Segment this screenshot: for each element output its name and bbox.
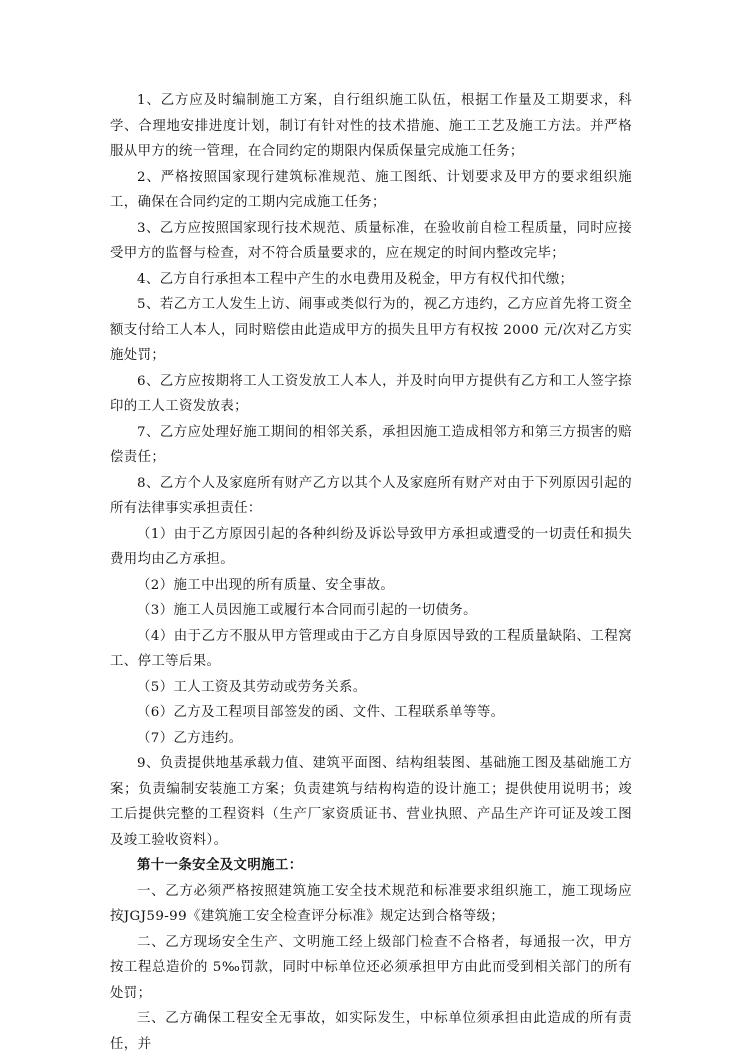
- liability-item-4: （4）由于乙方不服从甲方管理或由于乙方自身原因导致的工程质量缺陷、工程窝工、停工等后果。: [110, 628, 632, 669]
- liability-item-7: （7）乙方违约。: [137, 730, 243, 746]
- clause-5: 5、若乙方工人发生上访、闹事或类似行为的，视乙方违约，乙方应首先将工资全额支付给工人本人，同时赔偿由此造成甲方的损失且甲方有权按 2000 元/次对乙方实施处罚；: [110, 297, 632, 363]
- safety-item-3: 三、乙方确保工程安全无事故，如实际发生，中标单位须承担由此造成的所有责任，并: [110, 1011, 632, 1052]
- document-body: [110, 88, 632, 1052]
- clause-1: 1、乙方应及时编制施工方案，自行组织施工队伍，根据工作量及工期要求，科学、合理地安排进度计划，制订有针对性的技术措施、施工工艺及施工方法。并严格服从甲方的统一管理，在合同约定的期限内保质保量完成施工任务；: [110, 93, 632, 159]
- clause-4: 4、乙方自行承担本工程中产生的水电费用及税金，甲方有权代扣代缴；: [137, 271, 574, 287]
- clause-2: 2、严格按照国家现行建筑标准规范、施工图纸、计划要求及甲方的要求组织施工，确保在合同约定的工期内完成施工任务；: [110, 169, 632, 210]
- clause-9: 9、负责提供地基承载力值、建筑平面图、结构组装图、基础施工图及基础施工方案；负责编制安装施工方案；负责建筑与结构构造的设计施工；提供使用说明书；竣工后提供完整的工程资料（生产厂家资质证书、营业执照、产品生产许可证及竣工图及竣工验收资料）。: [110, 756, 632, 848]
- liability-item-1: （1）由于乙方原因引起的各种纠纷及诉讼导致甲方承担或遭受的一切责任和损失费用均由乙方承担。: [110, 526, 632, 567]
- clause-3: 3、乙方应按照国家现行技术规范、质量标准，在验收前自检工程质量，同时应接受甲方的监督与检查，对不符合质量要求的，应在规定的时间内整改完毕；: [110, 220, 632, 261]
- safety-item-2: 二、乙方现场安全生产、文明施工经上级部门检查不合格者，每通报一次，甲方按工程总造价的 5‰罚款，同时中标单位还必须承担甲方由此而受到相关部门的所有处罚；: [110, 934, 632, 1001]
- liability-item-6: （6）乙方及工程项目部签发的函、文件、工程联系单等等。: [137, 705, 505, 720]
- liability-item-5: （5）工人工资及其劳动或劳务关系。: [137, 679, 367, 695]
- safety-item-1: 一、乙方必须严格按照建筑施工安全技术规范和标准要求组织施工，施工现场应按JGJ59-99《建筑施工安全检查评分标准》规定达到合格等级；: [110, 883, 632, 924]
- liability-item-2: （2）施工中出现的所有质量、安全事故。: [137, 577, 395, 593]
- section-heading: 第十一条安全及文明施工：: [137, 857, 303, 873]
- clause-7: 7、乙方应处理好施工期间的相邻关系，承担因施工造成相邻方和第三方损害的赔偿责任；: [110, 424, 632, 465]
- clause-6: 6、乙方应按期将工人工资发放工人本人，并及时向甲方提供有乙方和工人签字捺印的工人工资发放表；: [110, 373, 632, 414]
- clause-8: 8、乙方个人及家庭所有财产乙方以其个人及家庭所有财产对由于下列原因引起的所有法律事实承担责任：: [110, 475, 632, 516]
- liability-item-3: （3）施工人员因施工或履行本合同而引起的一切债务。: [137, 603, 477, 618]
